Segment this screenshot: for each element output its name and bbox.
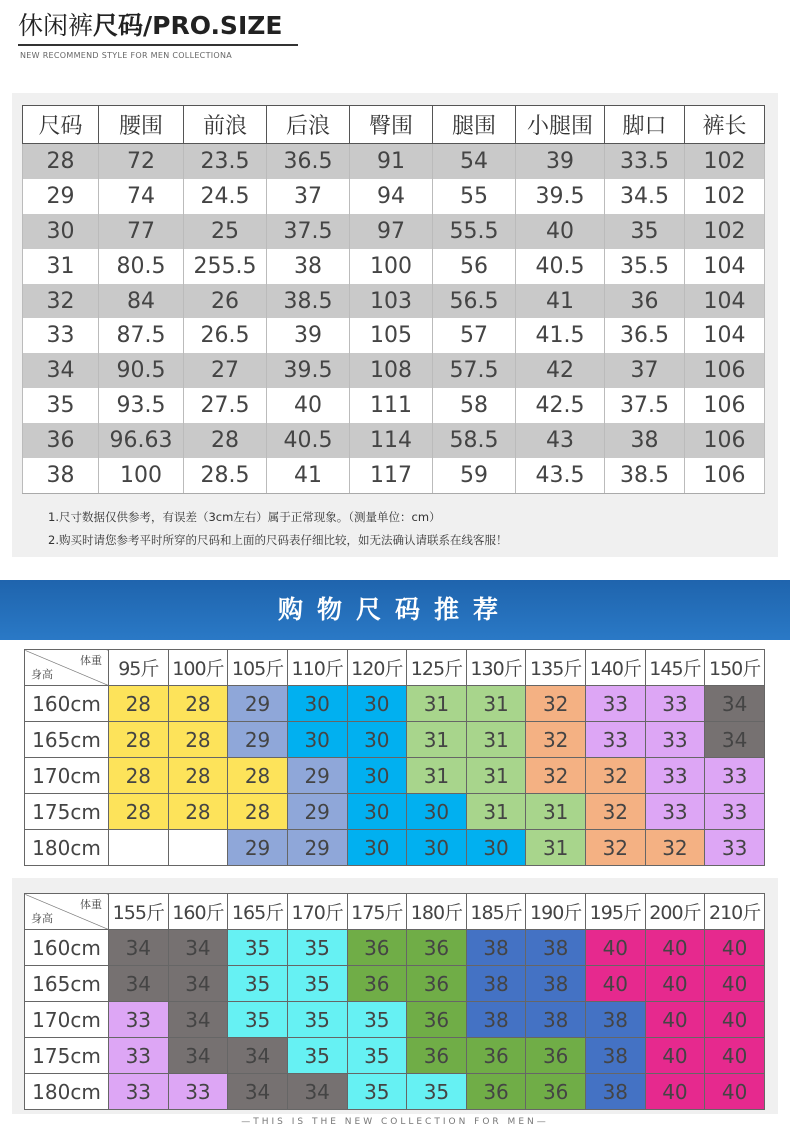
- weight-header: 120斤: [347, 650, 407, 686]
- size-recommend-cell: 31: [407, 722, 467, 758]
- recommend-row: [25, 686, 765, 722]
- size-recommend-cell: 30: [407, 794, 467, 830]
- size-recommend-cell: 38: [586, 1038, 646, 1074]
- weight-header: 110斤: [287, 650, 347, 686]
- title-underline: [18, 44, 298, 46]
- title-bold: 尺码: [93, 11, 144, 40]
- size-cell: 97: [350, 214, 433, 249]
- weight-header: 160斤: [168, 894, 228, 930]
- size-cell: 58: [433, 388, 516, 423]
- size-recommend-cell: 29: [228, 686, 288, 722]
- weight-header: 95斤: [109, 650, 169, 686]
- size-recommend-cell: 35: [347, 1038, 407, 1074]
- recommend-row: [25, 966, 765, 1002]
- size-cell: 57: [433, 318, 516, 353]
- size-recommend-cell: 33: [645, 794, 705, 830]
- size-recommend-cell: 34: [168, 1038, 228, 1074]
- size-recommend-cell: 29: [287, 758, 347, 794]
- size-table: [22, 105, 765, 494]
- size-recommend-cell: 35: [347, 1074, 407, 1110]
- size-recommend-cell: 35: [287, 1038, 347, 1074]
- size-recommend-cell: 36: [407, 1002, 467, 1038]
- recommend-table-2: [24, 893, 765, 1110]
- size-row: [23, 388, 765, 423]
- recommend-row: [25, 930, 765, 966]
- weight-header: 105斤: [228, 650, 288, 686]
- size-recommend-cell: 33: [645, 686, 705, 722]
- size-recommend-cell: 35: [228, 1002, 288, 1038]
- size-recommend-cell: 40: [705, 930, 765, 966]
- size-cell: 24.5: [184, 179, 267, 214]
- size-cell: 108: [350, 353, 433, 388]
- recommend-row: [25, 1002, 765, 1038]
- size-recommend-cell: 28: [109, 794, 169, 830]
- size-recommend-cell: 32: [586, 758, 646, 794]
- size-recommend-cell: 38: [466, 966, 526, 1002]
- size-cell: 40.5: [516, 249, 605, 284]
- weight-axis-label: 体重: [80, 898, 102, 911]
- size-cell: 55: [433, 179, 516, 214]
- size-cell: 56: [433, 249, 516, 284]
- size-cell: 90.5: [99, 353, 184, 388]
- size-cell: 57.5: [433, 353, 516, 388]
- size-recommend-cell: [168, 830, 228, 866]
- weight-header: 145斤: [645, 650, 705, 686]
- size-recommend-cell: 38: [586, 1074, 646, 1110]
- size-cell: 74: [99, 179, 184, 214]
- weight-header: 135斤: [526, 650, 586, 686]
- size-recommend-cell: 34: [228, 1038, 288, 1074]
- size-cell: 34: [23, 353, 99, 388]
- size-row: [23, 214, 765, 249]
- weight-header: 175斤: [347, 894, 407, 930]
- height-header: 160cm: [25, 686, 109, 722]
- size-recommend-cell: 29: [228, 722, 288, 758]
- size-cell: 33: [23, 318, 99, 353]
- size-recommend-cell: 35: [287, 930, 347, 966]
- size-recommend-cell: 33: [645, 722, 705, 758]
- corner-cell: [25, 650, 109, 686]
- size-recommend-cell: 36: [526, 1038, 586, 1074]
- size-header-cell: 臀围: [350, 106, 433, 144]
- size-table-body: [23, 144, 765, 494]
- size-row: [23, 318, 765, 353]
- size-table-header: [23, 106, 765, 144]
- size-cell: 38: [605, 423, 685, 458]
- weight-header: 125斤: [407, 650, 467, 686]
- title-plain: 休闲裤: [18, 11, 94, 40]
- weight-header: 210斤: [705, 894, 765, 930]
- size-row: [23, 249, 765, 284]
- height-header: 180cm: [25, 1074, 109, 1110]
- size-row: [23, 458, 765, 493]
- size-recommend-cell: 33: [705, 794, 765, 830]
- height-header: 165cm: [25, 966, 109, 1002]
- size-cell: 36.5: [267, 144, 350, 179]
- size-cell: 41.5: [516, 318, 605, 353]
- size-recommend-cell: 40: [705, 966, 765, 1002]
- size-recommend-cell: 31: [466, 794, 526, 830]
- size-header-cell: 裤长: [685, 106, 765, 144]
- size-recommend-cell: 32: [526, 686, 586, 722]
- size-cell: 27: [184, 353, 267, 388]
- size-cell: 102: [685, 179, 765, 214]
- size-cell: 37.5: [267, 214, 350, 249]
- weight-header: 170斤: [287, 894, 347, 930]
- size-recommend-cell: 34: [109, 966, 169, 1002]
- size-cell: 84: [99, 284, 184, 319]
- height-header: 175cm: [25, 1038, 109, 1074]
- size-cell: 37: [605, 353, 685, 388]
- size-recommend-cell: 29: [287, 794, 347, 830]
- size-recommend-cell: 30: [347, 758, 407, 794]
- size-cell: 37: [267, 179, 350, 214]
- size-cell: 23.5: [184, 144, 267, 179]
- size-cell: 42.5: [516, 388, 605, 423]
- banner-title: 购物尺码推荐: [277, 595, 512, 624]
- size-cell: 37.5: [605, 388, 685, 423]
- size-cell: 93.5: [99, 388, 184, 423]
- size-recommend-cell: 38: [526, 930, 586, 966]
- size-recommend-cell: 36: [526, 1074, 586, 1110]
- size-recommend-cell: 28: [228, 758, 288, 794]
- size-recommend-cell: 29: [228, 830, 288, 866]
- size-recommend-cell: 31: [466, 722, 526, 758]
- size-recommend-cell: 28: [109, 686, 169, 722]
- size-cell: 43: [516, 423, 605, 458]
- size-cell: 103: [350, 284, 433, 319]
- size-row: [23, 144, 765, 179]
- note-2: 2.购买时请您参考平时所穿的尺码和上面的尺码表仔细比较，如无法确认请联系在线客服！: [48, 533, 508, 547]
- size-recommend-cell: 35: [407, 1074, 467, 1110]
- size-recommend-cell: 38: [526, 966, 586, 1002]
- size-recommend-cell: 34: [287, 1074, 347, 1110]
- size-cell: 106: [685, 458, 765, 493]
- size-cell: 39.5: [267, 353, 350, 388]
- size-recommend-cell: 31: [526, 830, 586, 866]
- size-recommend-cell: 40: [645, 1074, 705, 1110]
- size-cell: 28: [184, 423, 267, 458]
- size-recommend-cell: [109, 830, 169, 866]
- size-cell: 35: [605, 214, 685, 249]
- size-cell: 80.5: [99, 249, 184, 284]
- size-cell: 38: [23, 458, 99, 493]
- size-cell: 106: [685, 423, 765, 458]
- size-cell: 40: [516, 214, 605, 249]
- height-header: 180cm: [25, 830, 109, 866]
- size-header-cell: 尺码: [23, 106, 99, 144]
- height-header: 170cm: [25, 1002, 109, 1038]
- size-cell: 102: [685, 214, 765, 249]
- recommend-table-1-header: [25, 650, 765, 686]
- height-header: 165cm: [25, 722, 109, 758]
- size-recommend-cell: 33: [168, 1074, 228, 1110]
- size-row: [23, 423, 765, 458]
- size-recommend-cell: 34: [705, 686, 765, 722]
- size-recommend-cell: 40: [586, 930, 646, 966]
- size-recommend-cell: 38: [586, 1002, 646, 1038]
- size-cell: 77: [99, 214, 184, 249]
- size-cell: 100: [350, 249, 433, 284]
- size-cell: 27.5: [184, 388, 267, 423]
- size-cell: 40.5: [267, 423, 350, 458]
- size-recommend-cell: 31: [407, 686, 467, 722]
- size-cell: 28.5: [184, 458, 267, 493]
- size-row: [23, 179, 765, 214]
- size-cell: 26.5: [184, 318, 267, 353]
- size-cell: 39: [516, 144, 605, 179]
- size-recommend-cell: 33: [109, 1002, 169, 1038]
- size-cell: 56.5: [433, 284, 516, 319]
- size-recommend-cell: 30: [407, 830, 467, 866]
- recommend-table-2-header: [25, 894, 765, 930]
- size-recommend-cell: 28: [109, 722, 169, 758]
- size-recommend-cell: 40: [645, 1002, 705, 1038]
- height-header: 175cm: [25, 794, 109, 830]
- title-en: /PRO.SIZE: [143, 11, 283, 40]
- size-recommend-cell: 30: [347, 830, 407, 866]
- size-recommend-cell: 33: [586, 722, 646, 758]
- size-recommend-cell: 30: [466, 830, 526, 866]
- weight-header: 155斤: [109, 894, 169, 930]
- recommend-row: [25, 830, 765, 866]
- size-recommend-cell: 32: [586, 794, 646, 830]
- size-cell: 55.5: [433, 214, 516, 249]
- size-cell: 39.5: [516, 179, 605, 214]
- size-cell: 111: [350, 388, 433, 423]
- size-recommend-cell: 30: [287, 722, 347, 758]
- size-header-cell: 腿围: [433, 106, 516, 144]
- size-recommend-cell: 38: [526, 1002, 586, 1038]
- recommend-row: [25, 758, 765, 794]
- size-cell: 36.5: [605, 318, 685, 353]
- size-recommend-cell: 32: [526, 758, 586, 794]
- size-cell: 43.5: [516, 458, 605, 493]
- size-recommend-cell: 30: [347, 794, 407, 830]
- size-recommend-cell: 30: [347, 722, 407, 758]
- size-cell: 91: [350, 144, 433, 179]
- recommend-row: [25, 1074, 765, 1110]
- size-cell: 72: [99, 144, 184, 179]
- recommend-table-1: [24, 649, 765, 866]
- size-recommend-cell: 31: [407, 758, 467, 794]
- size-cell: 32: [23, 284, 99, 319]
- size-recommend-cell: 34: [109, 930, 169, 966]
- size-recommend-cell: 40: [586, 966, 646, 1002]
- size-recommend-cell: 28: [228, 794, 288, 830]
- recommend-row: [25, 1038, 765, 1074]
- size-recommend-cell: 28: [168, 722, 228, 758]
- size-recommend-cell: 40: [645, 966, 705, 1002]
- size-cell: 104: [685, 284, 765, 319]
- size-cell: 104: [685, 249, 765, 284]
- size-recommend-cell: 35: [228, 966, 288, 1002]
- height-axis-label: 身高: [31, 912, 53, 925]
- weight-header: 130斤: [466, 650, 526, 686]
- size-header-cell: 脚口: [605, 106, 685, 144]
- size-recommend-cell: 28: [168, 794, 228, 830]
- weight-header: 165斤: [228, 894, 288, 930]
- size-recommend-cell: 28: [168, 686, 228, 722]
- size-cell: 106: [685, 353, 765, 388]
- size-header-cell: 前浪: [184, 106, 267, 144]
- size-cell: 36: [23, 423, 99, 458]
- size-cell: 58.5: [433, 423, 516, 458]
- size-recommend-cell: 30: [347, 686, 407, 722]
- size-cell: 42: [516, 353, 605, 388]
- weight-header: 190斤: [526, 894, 586, 930]
- weight-header: 185斤: [466, 894, 526, 930]
- size-recommend-cell: 40: [645, 930, 705, 966]
- size-cell: 255.5: [184, 249, 267, 284]
- size-recommend-cell: 40: [705, 1074, 765, 1110]
- size-header-cell: 后浪: [267, 106, 350, 144]
- size-cell: 35.5: [605, 249, 685, 284]
- size-recommend-cell: 33: [705, 758, 765, 794]
- size-cell: 114: [350, 423, 433, 458]
- size-cell: 38: [267, 249, 350, 284]
- size-recommend-cell: 28: [168, 758, 228, 794]
- height-header: 170cm: [25, 758, 109, 794]
- size-recommend-cell: 34: [168, 1002, 228, 1038]
- size-recommend-cell: 40: [645, 1038, 705, 1074]
- size-cell: 41: [267, 458, 350, 493]
- size-cell: 96.63: [99, 423, 184, 458]
- size-cell: 36: [605, 284, 685, 319]
- size-recommend-cell: 35: [347, 1002, 407, 1038]
- size-cell: 29: [23, 179, 99, 214]
- size-cell: 59: [433, 458, 516, 493]
- size-recommend-cell: 32: [645, 830, 705, 866]
- weight-header: 180斤: [407, 894, 467, 930]
- size-recommend-cell: 34: [705, 722, 765, 758]
- size-cell: 38.5: [605, 458, 685, 493]
- size-recommend-cell: 30: [287, 686, 347, 722]
- size-cell: 30: [23, 214, 99, 249]
- size-row: [23, 284, 765, 319]
- size-cell: 40: [267, 388, 350, 423]
- size-recommend-cell: 35: [287, 966, 347, 1002]
- size-recommend-cell: 34: [168, 966, 228, 1002]
- recommend-row: [25, 794, 765, 830]
- weight-header: 195斤: [586, 894, 646, 930]
- size-recommend-cell: 34: [168, 930, 228, 966]
- size-cell: 41: [516, 284, 605, 319]
- size-cell: 39: [267, 318, 350, 353]
- size-recommend-cell: 36: [407, 966, 467, 1002]
- size-recommend-cell: 38: [466, 1002, 526, 1038]
- size-recommend-cell: 40: [705, 1002, 765, 1038]
- size-recommend-cell: 36: [407, 930, 467, 966]
- size-recommend-cell: 32: [526, 722, 586, 758]
- weight-header: 140斤: [586, 650, 646, 686]
- size-cell: 100: [99, 458, 184, 493]
- size-header-cell: 腰围: [99, 106, 184, 144]
- height-header: 160cm: [25, 930, 109, 966]
- size-cell: 94: [350, 179, 433, 214]
- size-row: [23, 353, 765, 388]
- recommend-row: [25, 722, 765, 758]
- size-cell: 35: [23, 388, 99, 423]
- size-recommend-cell: 38: [466, 930, 526, 966]
- recommend-table-1-body: [25, 686, 765, 866]
- size-cell: 102: [685, 144, 765, 179]
- corner-cell: [25, 894, 109, 930]
- size-cell: 25: [184, 214, 267, 249]
- size-cell: 34.5: [605, 179, 685, 214]
- size-cell: 28: [23, 144, 99, 179]
- weight-axis-label: 体重: [80, 654, 102, 667]
- size-recommend-cell: 34: [228, 1074, 288, 1110]
- size-recommend-cell: 29: [287, 830, 347, 866]
- size-cell: 104: [685, 318, 765, 353]
- weight-header: 100斤: [168, 650, 228, 686]
- size-recommend-cell: 31: [526, 794, 586, 830]
- size-recommend-cell: 40: [705, 1038, 765, 1074]
- size-recommend-cell: 36: [347, 966, 407, 1002]
- height-axis-label: 身高: [31, 668, 53, 681]
- size-recommend-cell: 33: [109, 1038, 169, 1074]
- size-recommend-cell: 31: [466, 758, 526, 794]
- size-cell: 54: [433, 144, 516, 179]
- size-recommend-cell: 35: [287, 1002, 347, 1038]
- size-recommend-cell: 32: [586, 830, 646, 866]
- size-cell: 105: [350, 318, 433, 353]
- size-recommend-cell: 35: [228, 930, 288, 966]
- size-cell: 38.5: [267, 284, 350, 319]
- recommend-table-2-body: [25, 930, 765, 1110]
- size-cell: 87.5: [99, 318, 184, 353]
- size-recommend-cell: 33: [645, 758, 705, 794]
- weight-header: 150斤: [705, 650, 765, 686]
- page-subtitle: NEW RECOMMEND STYLE FOR MEN COLLECTIONA: [20, 51, 233, 60]
- note-1: 1.尺寸数据仅供参考，有误差（3cm左右）属于正常现象。（测量单位：cm）: [48, 510, 441, 524]
- size-header-cell: 小腿围: [516, 106, 605, 144]
- size-cell: 31: [23, 249, 99, 284]
- size-recommend-cell: 33: [586, 686, 646, 722]
- size-recommend-cell: 36: [407, 1038, 467, 1074]
- size-recommend-cell: 31: [466, 686, 526, 722]
- size-recommend-cell: 36: [466, 1074, 526, 1110]
- footer-tagline: —THIS IS THE NEW COLLECTION FOR MEN—: [241, 1117, 549, 1127]
- size-recommend-cell: 28: [109, 758, 169, 794]
- page-title: [18, 6, 282, 42]
- size-recommend-cell: 33: [109, 1074, 169, 1110]
- size-recommend-cell: 36: [466, 1038, 526, 1074]
- size-cell: 33.5: [605, 144, 685, 179]
- size-cell: 26: [184, 284, 267, 319]
- size-recommend-cell: 33: [705, 830, 765, 866]
- size-cell: 117: [350, 458, 433, 493]
- size-cell: 106: [685, 388, 765, 423]
- size-recommend-cell: 36: [347, 930, 407, 966]
- weight-header: 200斤: [645, 894, 705, 930]
